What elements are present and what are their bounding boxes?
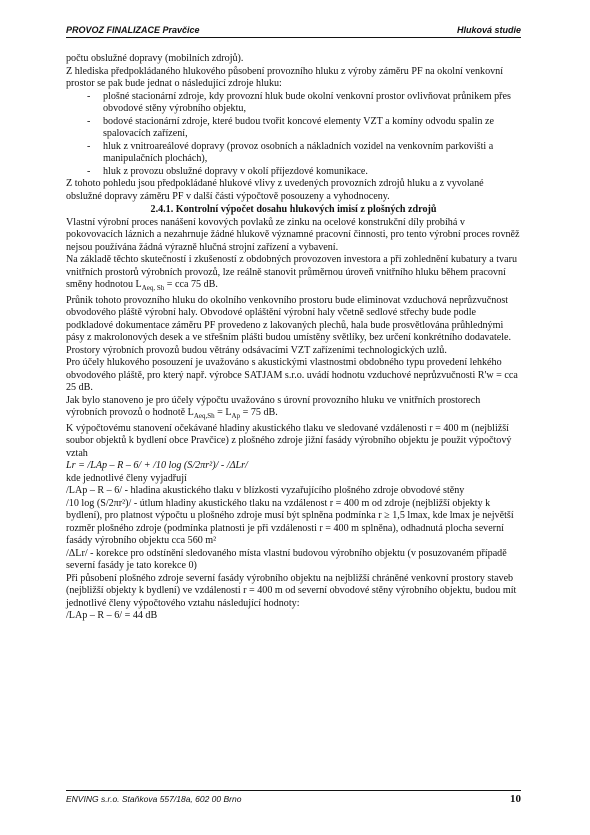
header-document-type: Hluková studie	[456, 25, 521, 35]
list-item: - plošné stacionární zdroje, kdy provozní hluk bude okolní venkovní prostor ovlivňovat průnikem přes obvodové stěny výrobního objektu,	[66, 91, 521, 116]
paragraph-method: K výpočtovému stanovení očekávané hladiny akustického tlaku ve sledované vzdálenosti r = 400 m (nejbližší soubor objektů k bydlení obce Pravčice) z plošného zdroje jižní fasády výrobního objektu je použit výpočtový vztah	[66, 422, 512, 459]
noise-sources-list	[66, 91, 521, 179]
page-number: 10	[510, 793, 521, 805]
page-footer	[66, 790, 521, 805]
intro-line-2: Z hlediska předpokládaného hlukového působení provozního hluku z výroby záměru PF na okolní venkovní prostor se pak bude jednat o následující zdroje hluku:	[66, 65, 504, 89]
paragraph-cladding: Průnik tohoto provozního hluku do okolního venkovního prostoru bude eliminovat vzduchová neprůzvučnost obvodového pláště výrobní haly. Obvodové opláštění výrobní haly včetně sedlové střechy bude podle podkladové dokumentace záměru PF provedeno z lakovaných plechů, hala bude prosvětlována průhlednými pásy z makrolonových desek a ve střešním plášti budou umístěny světlíky, bez určení konkrétního dodavatele. Prostory výrobních provozů budou větrány odsávacími VZT zařízeními technologických uzlů.	[66, 294, 512, 356]
paragraph-process: Vlastní výrobní proces nanášení kovových povlaků ze zinku na ocelové konstrukční díly probíhá v pokovovacích láznich a nezahrnuje žádné hlukově významné pracovní činnosti, pro tento výrobní proces rovněž nejsou používána žádná výrazně hlučná strojní zařízení a vybavení.	[66, 216, 520, 253]
page-header	[66, 25, 521, 38]
result-line: /LAp – R – 6/ = 44 dB	[66, 610, 158, 622]
footer-company-address: ENVING s.r.o. Staňkova 557/18a, 602 00 Brno	[66, 794, 242, 804]
paragraph-values-intro: Při působení plošného zdroje severní fasády výrobního objektu na nejbližší chráněné venkovní prostory staveb (nejbližší objekty k bydlení) ve vzdálenosti r = 400 m od severní obvodové stěny výrobního objektu, budou mít jednotlivé členy výpočtového vztahu následující hodnoty:	[66, 572, 517, 609]
list-item: - bodové stacionární zdroje, které budou tvořit koncové elementy VZT a komíny odvodu spalin ze spalovacích zařízení,	[66, 116, 521, 141]
section-heading: 2.4.1. Kontrolní výpočet dosahu hlukových imisí z plošných zdrojů	[150, 204, 437, 215]
conclusion-paragraph: Z tohoto pohledu jsou předpokládané hlukové vlivy z uvedených provozních zdrojů hluku a z vyvolané obslužné dopravy záměru PF v další části výpočtově posouzeny a vyhodnoceny.	[66, 178, 484, 202]
term-distance-attenuation: /10 log (S/2πr²)/ - útlum hladiny akustického tlaku na vzdálenost r = 400 m od zdroje (nejbližší objekty k bydlení), pro platnost výpočtu u plošného zdroje musí být splněna podmínka r ≥ 1,5 lmax, kde lmax je největší rozměr plošného zdroje (podmínka platnosti je při vzdálenosti r = 400 m splněna), odhadnutá plocha severní fasády výrobního objektu cca 560 m²	[66, 497, 514, 547]
term-source-level: /LAp – R – 6/ - hladina akustického tlaku v blízkosti vyzařujícího plošného zdroje obvodové stěny	[66, 485, 465, 497]
list-item: - hluk z provozu obslužné dopravy v okolí příjezdové komunikace.	[66, 166, 521, 179]
paragraph-calc-level: Jak bylo stanoveno je pro účely výpočtu uvažováno s úrovní provozního hluku ve vnitřních prostorech výrobních provozů o hodnotě $L_{Aeq,Sh} = L_{Ap} = 75$ dB.	[66, 394, 481, 421]
paragraph-insulation: Pro účely hlukového posouzení je uvažováno s akustickými vlastnostmi obdobného typu provedení lehkého obvodového pláště, pro který např. výrobce SATJAM s.r.o. uvádí hodnotu vzduchové neprůzvučnosti R'w = cca 25 dB.	[66, 357, 518, 394]
intro-line-1: počtu obslužné dopravy (mobilních zdrojů).	[66, 53, 244, 64]
paragraph-indoor-level: Na základě těchto skutečností i zkušeností z obdobných provozoven investora a při zohlednění kubatury a tvaru vnitřních prostorů výrobních provozů, lze reálně stanovit průměrnou úroveň vnitřního hluku během pracovní směny hodnotou $L_{Aeq, Sh}$ = cca 75 dB.	[66, 254, 517, 293]
list-item: - hluk z vnitroareálové dopravy (provoz osobních a nákladních vozidel na venkovním parkovišti a manipulačních plochách),	[66, 141, 521, 166]
page-body	[66, 53, 521, 623]
term-shielding-correction: /ΔLr/ - korekce pro odstínění sledovaného místa vlastní budovou výrobního objektu (v posuzovaném případě severní fasády je tato korekce 0)	[66, 547, 507, 572]
formula: Lr = /LAp – R – 6/ + /10 log (S/2πr²)/ - /ΔLr/	[66, 460, 248, 472]
header-project-title: PROVOZ FINALIZACE Pravčice	[66, 25, 200, 35]
members-intro: kde jednotlivé členy vyjadřují	[66, 472, 187, 484]
